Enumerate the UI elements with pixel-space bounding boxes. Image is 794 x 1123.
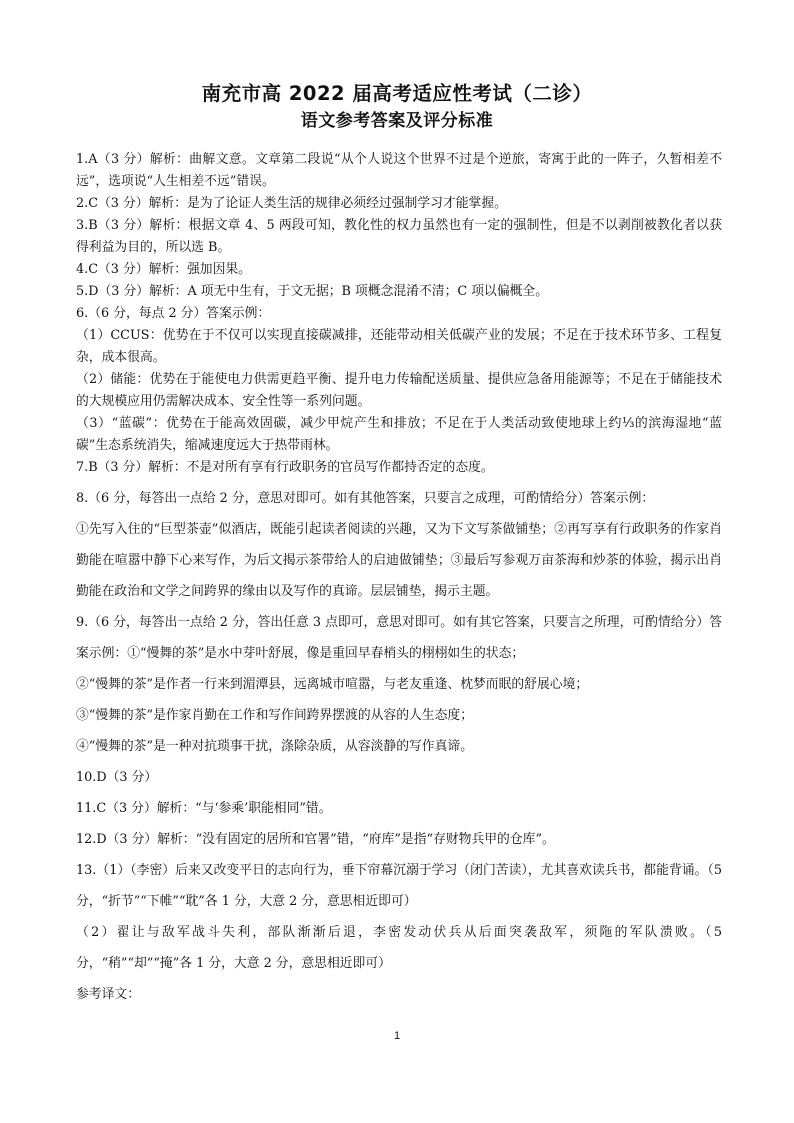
- answer-q9-item-2: ②“慢舞的茶”是作者一行来到湄潭县，远离城市喧嚣，与老友重逢、枕梦而眠的舒展心境；: [76, 677, 589, 692]
- answer-q6-item-2: （2）储能：优势在于能使电力供需更趋平衡、提升电力传输配送质量、提供应急备用能源等；不足在于储能技术的大规模应用仍需解决成本、安全性等一系列问题。: [76, 372, 722, 409]
- answer-q2: 2.C（3 分）解析：是为了论证人类生活的规律必须经过强制学习才能掌握。: [76, 196, 507, 211]
- answer-q9-item-4: ④“慢舞的茶”是一种对抗琐事干扰，涤除杂质，从容淡静的写作真谛。: [76, 739, 473, 754]
- answer-q6-head: 6.（6 分，每点 2 分）答案示例：: [76, 306, 271, 321]
- page-number: 1: [393, 1030, 401, 1042]
- answer-q13-part-2: （2）翟让与敌军战斗失利，部队渐渐后退，李密发动伏兵从后面突袭敌军，须陁的军队溃败。（5 分，“稍”“却”“掩”各 1 分，大意 2 分，意思相近即可）: [76, 925, 722, 971]
- reference-translation-label: 参考译文：: [76, 987, 140, 1002]
- answer-q6-item-1: （1）CCUS：优势在于不仅可以实现直接碳减排，还能带动相关低碳产业的发展；不足在于技术环节多、工程复杂，成本很高。: [76, 328, 722, 365]
- answer-q11: 11.C（3 分）解析：“与‘参乘’职能相同”错。: [76, 801, 332, 816]
- answer-q6-item-3: （3）“蓝碳”：优势在于能高效固碳，减少甲烷产生和排放；不足在于人类活动致使地球上约⅓的滨海湿地“蓝碳”生态系统消失，缩减速度远大于热带雨林。: [76, 416, 722, 453]
- answer-q8-head: 8.（6 分，每答出一点给 2 分，意思对即可。如有其他答案，只要言之成理，可酌情给分）答案示例：: [76, 491, 655, 506]
- answer-q4: 4.C（3 分）解析：强加因果。: [76, 262, 251, 277]
- answer-q13-part-1: 13.（1）（李密）后来又改变平日的志向行为，垂下帘幕沉溺于学习（闭门苦读），尤其喜欢读兵书，都能背诵。（5 分，“折节”“下帷”“耽”各 1 分，大意 2 分，意思相近即可）: [76, 863, 722, 909]
- answer-q8-body: ①先写入住的“巨型茶壶”似酒店，既能引起读者阅读的兴趣，又为下文写茶做铺垫；②再写享有行政职务的作家肖勤能在喧嚣中静下心来写作，为后文揭示茶带给人的启迪做铺垫；③最后写参观万亩茶海和炒茶的体验，揭示出肖勤能在政治和文学之间跨界的缘由以及写作的真谛。层层铺垫，揭示主题。: [76, 522, 722, 599]
- answer-q9-item-3: ③“慢舞的茶”是作家肖勤在工作和写作间跨界摆渡的从容的人生态度；: [76, 708, 473, 723]
- answer-q5: 5.D（3 分）解析：A 项无中生有，于文无据；B 项概念混淆不清；C 项以偏概全。: [76, 284, 549, 299]
- answer-q3: 3.B（3 分）解析：根据文章 4、5 两段可知，教化性的权力虽然也有一定的强制性，但是不以剥削被教化者以获得利益为目的，所以选 B。: [76, 218, 722, 255]
- answer-q9-head: 9.（6 分，每答出一点给 2 分，答出任意 3 点即可，意思对即可。如有其它答案，只要言之所理，可酌情给分）答案示例：①“慢舞的茶”是水中芽叶舒展，像是重回早春梢头的栩栩如生的状态；: [76, 615, 722, 661]
- answer-list: [76, 149, 722, 1010]
- answer-q10: 10.D（3 分）: [76, 770, 158, 785]
- page-subtitle: 语文参考答案及评分标准: [300, 111, 494, 131]
- page-title: 南充市高 2022 届高考适应性考试（二诊）: [201, 82, 593, 105]
- answer-q7: 7.B（3 分）解析：不是对所有享有行政职务的官员写作都持否定的态度。: [76, 460, 494, 475]
- answer-q1: 1.A（3 分）解析：曲解文意。文章第二段说“从个人说这个世界不过是个逆旅，寄寓于此的一阵子，久暂相差不远”，选项说“人生相差不远”错误。: [76, 152, 722, 189]
- answer-q12: 12.D（3 分）解析：“没有固定的居所和官署”错，“府库”是指“存财物兵甲的仓库”。: [76, 832, 555, 847]
